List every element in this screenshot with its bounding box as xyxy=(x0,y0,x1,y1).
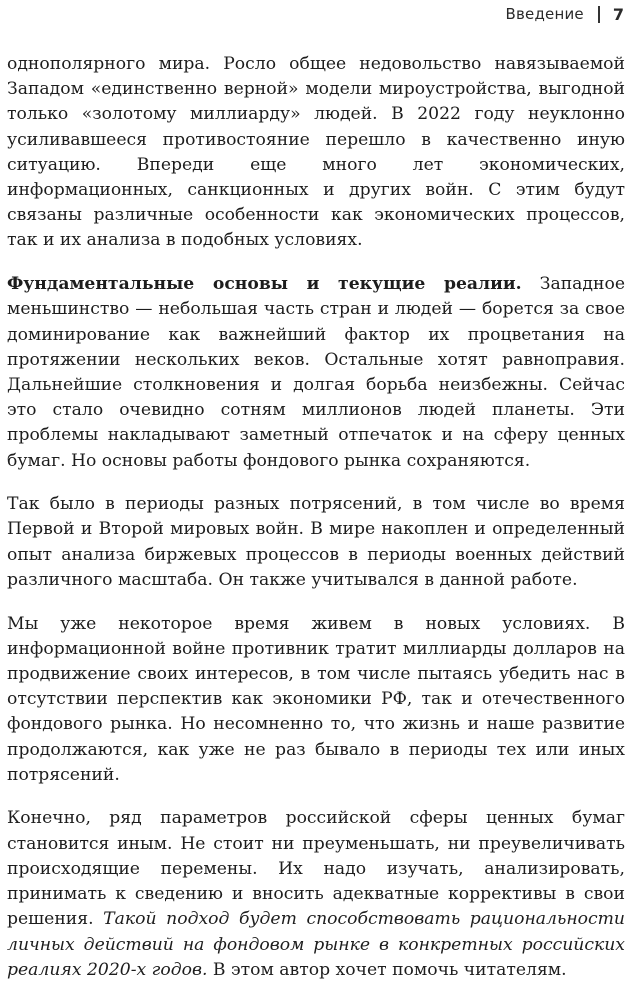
paragraph-text: Западное меньшинство — небольшая часть стран и людей — борется за свое доминирование как важнейший фактор их процветания на протяжении нескольких веков. Остальные хотят равноправия. Дальнейшие столкновения и долгая борьба неизбежны. Сейчас это стало очевидно сотням миллионов людей планеты. Эти проблемы накладывают заметный отпечаток и на сферу ценных бумаг. Но основы работы фондового рынка сохраняются. xyxy=(7,274,625,471)
paragraph-5 xyxy=(7,806,625,982)
paragraph-tail: В этом автор хочет помочь читателям. xyxy=(207,959,567,980)
running-header xyxy=(506,2,624,26)
paragraph-heading: Фундаментальные основы и текущие реалии. xyxy=(7,274,522,295)
paragraph-text: Мы уже некоторое время живем в новых условиях. В информационной войне противник тратит миллиарды долларов на продвижение своих интересов, в том числе пытаясь убедить нас в отсутствии перспектив как экономики РФ, так и отечественного фондового рынка. Но несомненно то, что жизнь и наше развитие продолжаются, как уже не раз бывало в периоды тех или иных потрясений. xyxy=(7,613,625,785)
paragraph-4 xyxy=(7,612,625,788)
emphasis-text: Такой подход будет способствовать рациональности личных действий на фондовом рынке в конкретных российских реалиях 2020-х годов. xyxy=(7,909,625,980)
page-number: 7 xyxy=(612,4,624,24)
header-separator xyxy=(598,6,600,23)
section-title: Введение xyxy=(505,5,584,23)
paragraph-3 xyxy=(7,492,625,593)
paragraph-text: однополярного мира. Росло общее недовольство навязываемой Западом «единственно верной» модели мироустройства, выгодной только «золотому миллиарду» людей. В 2022 году неуклонно усиливавшееся противостояние перешло в качественно иную ситуацию. Впереди еще много лет экономических, информационных, санкционных и других войн. С этим будут связаны различные особенности как экономических процессов, так и их анализа в подобных условиях. xyxy=(7,54,625,251)
paragraph-text: Конечно, ряд параметров российской сферы ценных бумаг становится иным. Не стоит ни преуменьшать, ни преувеличивать происходящие перемены. Их надо изучать, анализировать, принимать к сведению и вносить адекватные коррективы в свои решения. xyxy=(7,808,625,930)
paragraph-1 xyxy=(7,52,625,254)
paragraph-2 xyxy=(7,272,625,474)
body-text xyxy=(7,52,625,983)
paragraph-text: Так было в периоды разных потрясений, в том числе во время Первой и Второй мировых войн. В мире накоплен и определенный опыт анализа биржевых процессов в периоды военных действий различного масштаба. Он также учитывался в данной работе. xyxy=(7,494,625,590)
